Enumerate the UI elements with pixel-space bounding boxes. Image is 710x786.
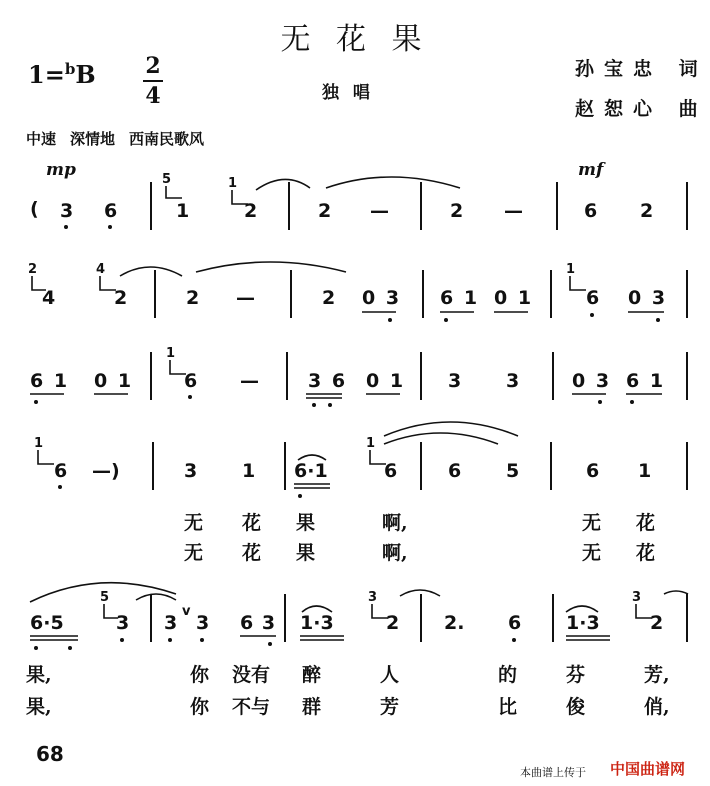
slur [256,179,310,190]
lyric: 果, [26,696,52,718]
note: 2 [650,612,664,634]
note: 6 [54,460,68,482]
lyric: 花 [636,542,656,564]
song-title: 无 花 果 [280,22,430,57]
note-pair: 6·5 [30,612,64,634]
grace-note: 1 [366,436,376,451]
grace-hook [166,186,182,198]
slur [566,606,598,612]
dynamic-mf: mf [578,160,604,180]
note-pair: 6 1 [30,370,68,392]
grace-hook [100,276,116,290]
breath-mark: v [182,604,191,619]
lyric: 芳, [644,664,670,686]
tempo-speed: 中速 [26,130,57,148]
low-dot [312,403,316,407]
note-pair: 0 1 [494,287,532,309]
dynamic-mp: mp [46,160,76,180]
note-pair: 6 1 [440,287,478,309]
low-dot [58,485,62,489]
slur [400,590,440,596]
upload-note: 本曲谱上传于 [520,766,586,779]
time-sig-bottom: 4 [145,83,161,109]
octave-dots [34,225,660,650]
note: 3 [60,200,74,222]
low-dot [388,318,392,322]
slur [196,262,346,272]
lyric: 醉 [302,664,322,686]
note-pair: 3 6 [308,370,346,392]
note: 6 [508,612,522,634]
grace-hook [372,604,388,618]
low-dot [108,225,112,229]
note: 6 [448,460,462,482]
note-pair: 0 3 [628,287,666,309]
low-dot [68,646,72,650]
lyric: 芳 [380,696,400,718]
dash-close-paren: —) [92,460,120,482]
page-number: 68 [36,742,64,766]
low-dot [630,400,634,404]
note-pair: 6·1 [294,460,328,482]
grace-hook [636,604,652,618]
note-pair: 0 1 [94,370,132,392]
note-pair: 0 3 [362,287,400,309]
lyric: 花 [242,542,262,564]
note: 1 [242,460,256,482]
note: 2 [318,200,332,222]
lyric: 果, [26,664,52,686]
grace-note: 1 [566,262,576,277]
low-dot [656,318,660,322]
open-paren: ( [30,198,39,220]
note-pair: 0 3 [572,370,610,392]
grace-note: 4 [96,262,106,277]
note: 2 [114,287,128,309]
low-dot [34,400,38,404]
note: 2 [186,287,200,309]
note: 3 [116,612,130,634]
low-dot [298,494,302,498]
grace-note: 3 [368,590,378,605]
lyric: 比 [498,696,518,718]
grace-hook [370,450,386,464]
low-dot [188,395,192,399]
beams [30,312,664,640]
note: 3 [196,612,210,634]
lyric: 俏, [644,696,670,718]
slur [30,583,176,602]
slur [384,433,498,444]
grace-hook [38,450,54,464]
slur [664,591,688,594]
low-dot [200,638,204,642]
low-dot [512,638,516,642]
lyric: 你 [190,664,210,686]
lyricist-credit: 孙宝忠 词 [575,58,708,80]
note-pair: 1·3 [566,612,600,634]
grace-note: 1 [166,346,176,361]
grace-hook [104,604,118,618]
composer-credit: 赵恕心 曲 [575,98,708,120]
note: 6 [104,200,118,222]
note: 2 [450,200,464,222]
lyric: 花 [242,512,262,534]
lyric: 你 [190,696,210,718]
note: 4 [42,287,56,309]
grace-hook [32,276,46,290]
site-logo[interactable]: 中国曲谱网 [610,760,686,778]
grace-note: 2 [28,262,38,277]
grace-note: 5 [100,590,110,605]
tempo-style: 西南民歌风 [129,130,205,148]
note: 6 [384,460,398,482]
grace-hook [570,276,586,290]
grace-hook [232,190,248,204]
lyric: 没有 [232,664,271,686]
lyric: 果 [296,512,316,534]
tempo-expression: 深情地 [70,130,116,148]
note: 6 [584,200,598,222]
note: 6 [586,287,600,309]
note-pair: 0 1 [366,370,404,392]
low-dot [444,318,448,322]
slur [298,455,326,460]
low-dot [598,400,602,404]
dash: — [236,287,255,309]
low-dot [168,638,172,642]
note: 3 [184,460,198,482]
grace-hooks [32,186,652,618]
note: 5 [506,460,520,482]
lyric: 不与 [232,696,271,718]
note: 3 [448,370,462,392]
note-pair: 6 3 [240,612,276,634]
note: 6 [586,460,600,482]
grace-hook [170,360,186,374]
dash: — [370,200,389,222]
note: 2 [640,200,654,222]
dash: — [240,370,259,392]
slur [326,177,460,188]
performance-type: 独 唱 [322,83,374,103]
grace-note: 3 [632,590,642,605]
grace-note: 5 [162,172,172,187]
low-dot [328,403,332,407]
lyric: 的 [498,664,518,686]
lyric: 芬 [566,664,586,686]
note-pair: 1·3 [300,612,334,634]
note: 3 [506,370,520,392]
lyric: 群 [302,696,322,718]
lyric: 俊 [566,696,586,718]
lyric: 花 [636,512,656,534]
slur [120,267,182,276]
key-prefix: 1= [28,60,65,89]
note: 3 [164,612,178,634]
low-dot [120,638,124,642]
lyric: 无 [582,542,602,564]
note: 1 [638,460,652,482]
note: 2 [386,612,400,634]
lyric: 果 [296,542,316,564]
note-pair: 6 1 [626,370,664,392]
key-note: B [75,60,96,89]
grace-note: 1 [228,176,238,191]
lyric: 无 [184,512,204,534]
dash: — [504,200,523,222]
flat-sign: b [64,60,76,78]
low-dot [590,313,594,317]
grace-note: 1 [34,436,44,451]
note-dotted: 2. [444,612,465,634]
low-dot [268,642,272,646]
lyric: 人 [380,664,400,686]
lyric: 无 [582,512,602,534]
low-dot [64,225,68,229]
time-sig-top: 2 [145,53,161,79]
lyric: 啊, [382,542,408,564]
note: 2 [244,200,258,222]
lyric: 啊, [382,512,408,534]
low-dot [34,646,38,650]
note: 1 [176,200,190,222]
lyric: 无 [184,542,204,564]
slur [136,594,176,600]
note: 2 [322,287,336,309]
slur [302,606,332,612]
note: 6 [184,370,198,392]
